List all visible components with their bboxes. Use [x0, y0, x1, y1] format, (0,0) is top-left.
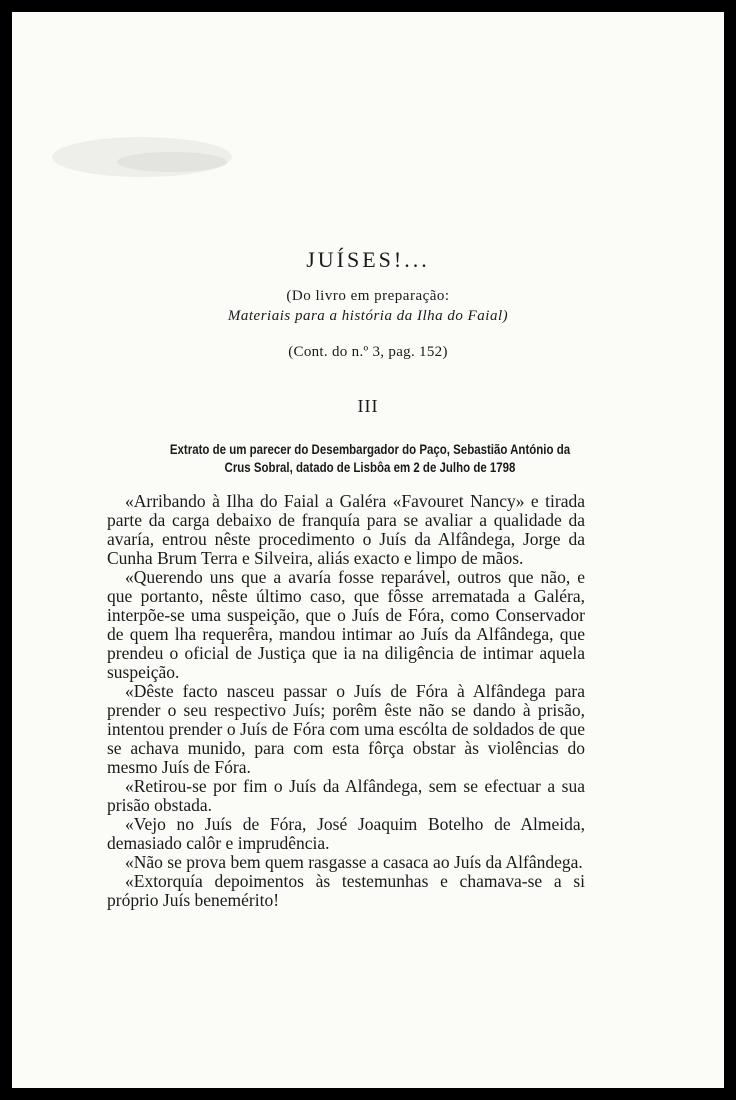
section-number: III [357, 396, 379, 416]
paragraph: «Querendo uns que a avaría fosse reparável, outros que não, e que portanto, nêste último caso, que fôsse arrematada a Galéra, interpõe-se uma suspeição, que o Juís de Fóra, como Conservador de quem lha requerêra, mandou intimar ao Juís da Alfândega, que prendeu o oficial de Justiça que ia na diligência de intimar aquela suspeição. [107, 567, 585, 682]
paragraph: «Não se prova bem quem rasgasse a casaca ao Juís da Alfândega. [125, 852, 583, 872]
bleed-through-smudge [12, 12, 392, 232]
article-body [107, 492, 585, 910]
article-title: JUÍSES!... [306, 247, 430, 272]
paragraph: «Retirou-se por fim o Juís da Alfândega, sem se efectuar a sua prisão obstada. [107, 776, 585, 815]
paragraph: «Extorquía depoimentos às testemunhas e chamava-se a si próprio Juís benemérito! [107, 871, 585, 910]
paragraph: «Arribando à Ilha do Faial a Galéra «Favouret Nancy» e tirada parte da carga debaixo de franquía para se avaliar a qualidade da avaría, entrou nêste procedimento o Juís da Alfândega, Jorge da Cunha Brum Terra e Silveira, aliás exacto e limpo de mãos. [107, 491, 585, 568]
continuation-note: (Cont. do n.º 3, pag. 152) [288, 344, 448, 360]
source-line-2: Materiais para a história da Ilha do Faial) [227, 308, 509, 324]
section-heading: Extrato de um parecer do Desembargador do Paço, Sebastião António da Crus Sobral, datado de Lisbôa em 2 de Julho de 1798 [169, 441, 571, 475]
paragraph: «Vejo no Juís de Fóra, José Joaquim Botelho de Almeida, demasiado calôr e imprudência. [107, 814, 585, 853]
source-note [12, 286, 724, 326]
document-page [12, 12, 724, 1088]
source-line-1: (Do livro em preparação: [286, 288, 450, 304]
paragraph: «Dêste facto nasceu passar o Juís de Fóra à Alfândega para prender o seu respectivo Juís; porêm êste não se dando à prisão, intentou prender o Juís de Fóra com uma escólta de soldados de que se achava munido, para com esta fôrça obstar às violências do mesmo Juís de Fóra. [107, 681, 585, 777]
